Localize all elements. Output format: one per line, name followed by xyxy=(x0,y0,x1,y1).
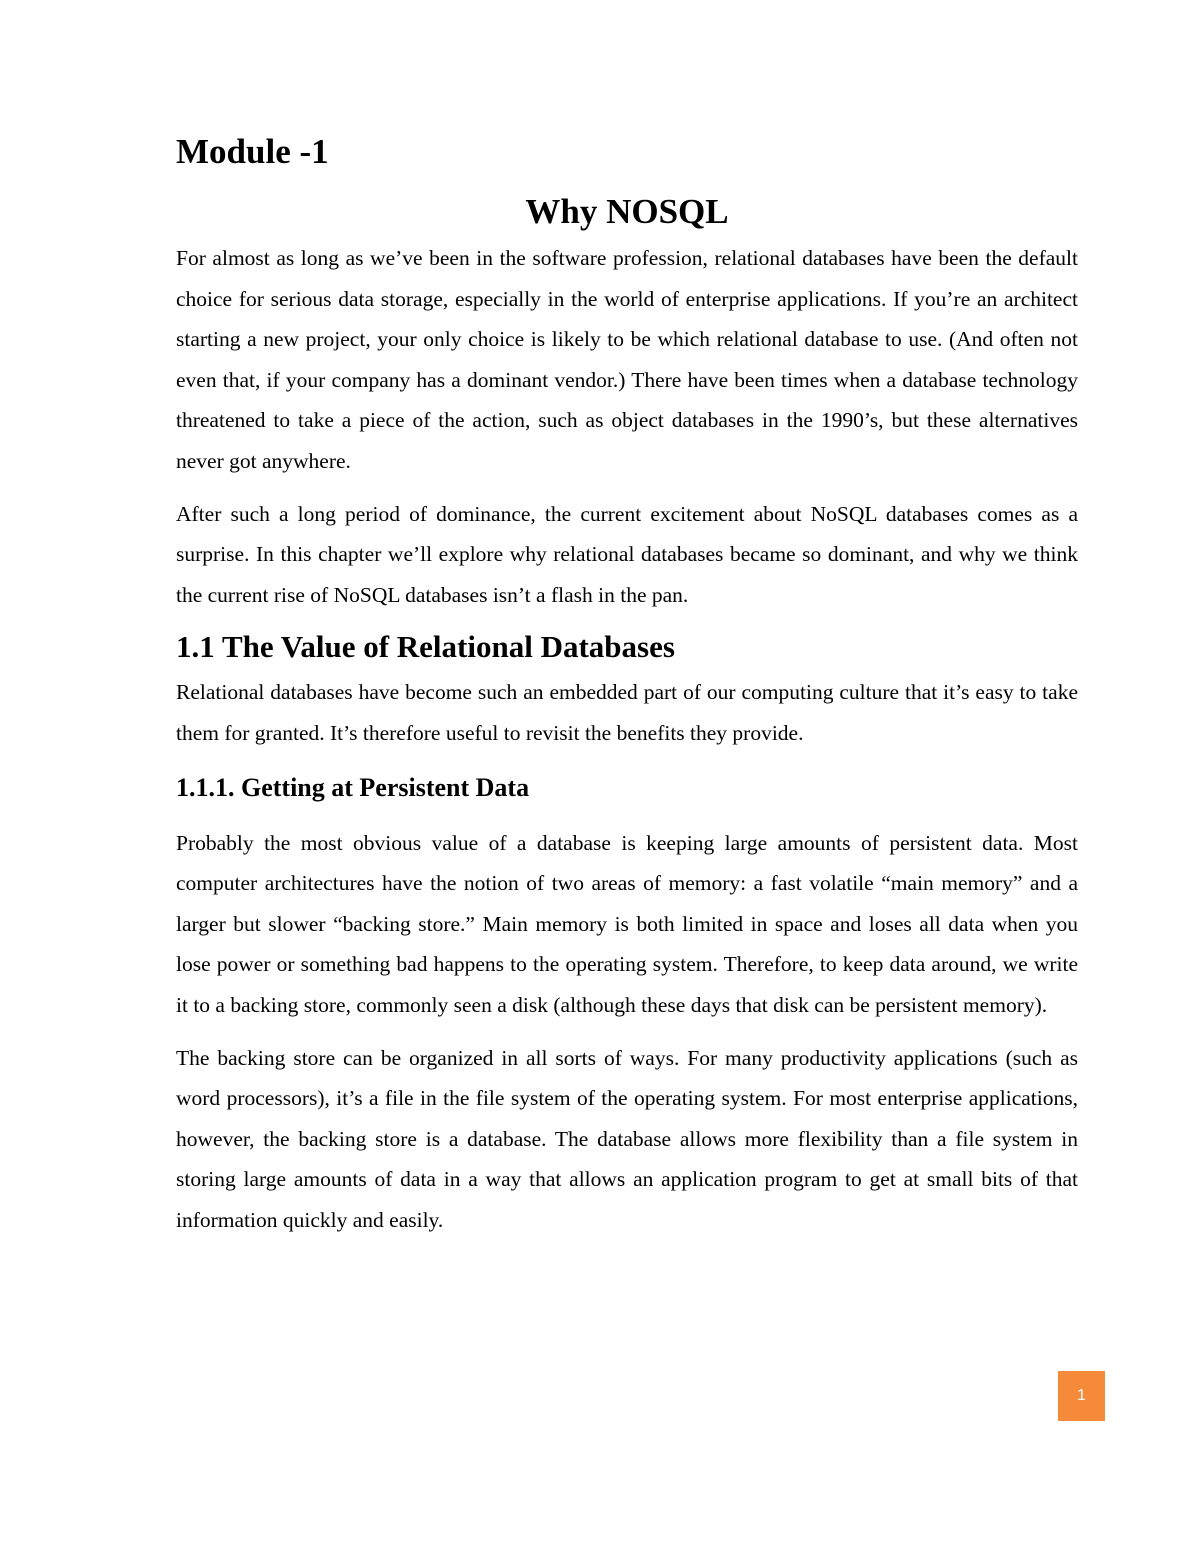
page-number-badge xyxy=(1058,1371,1105,1421)
section-heading-1-1-1: 1.1.1. Getting at Persistent Data xyxy=(176,772,530,802)
section-1-1-1-paragraph-2: The backing store can be organized in all sorts of ways. For many productivity applications (such as word processors), it’s a file in the file system of the operating system. For most enterprise applications, however, the backing store is a database. The database allows more flexibility than a file system in storing large amounts of data in a way that allows an application program to get at small bits of that information quickly and easily. xyxy=(176,1045,1078,1232)
module-title: Module -1 xyxy=(176,132,329,171)
intro-paragraph-2: After such a long period of dominance, the current excitement about NoSQL databases comes as a surprise. In this chapter we’ll explore why relational databases became so dominant, and why we think the current rise of NoSQL databases isn’t a flash in the pan. xyxy=(176,501,1078,607)
section-heading-1-1: 1.1 The Value of Relational Databases xyxy=(176,629,675,665)
document-title: Why NOSQL xyxy=(525,192,729,231)
intro-paragraph-1: For almost as long as we’ve been in the software profession, relational databases have been the default choice for serious data storage, especially in the world of enterprise applications. If you’re an architect starting a new project, your only choice is likely to be which relational database to use. (And often not even that, if your company has a dominant vendor.) There have been times when a database technology threatened to take a piece of the action, such as object databases in the 1990’s, but these alternatives never got anywhere. xyxy=(176,246,1078,473)
section-1-1-paragraph: Relational databases have become such an embedded part of our computing culture that it’s easy to take them for granted. It’s therefore useful to revisit the benefits they provide. xyxy=(176,680,1078,745)
section-1-1-1-paragraph-1: Probably the most obvious value of a database is keeping large amounts of persistent data. Most computer architectures have the notion of two areas of memory: a fast volatile “main memory” and a larger but slower “backing store.” Main memory is both limited in space and loses all data when you lose power or something bad happens to the operating system. Therefore, to keep data around, we write it to a backing store, commonly seen a disk (although these days that disk can be persistent memory). xyxy=(176,830,1078,1017)
page-number: 1 xyxy=(1077,1387,1086,1404)
document-page xyxy=(176,128,1078,1240)
